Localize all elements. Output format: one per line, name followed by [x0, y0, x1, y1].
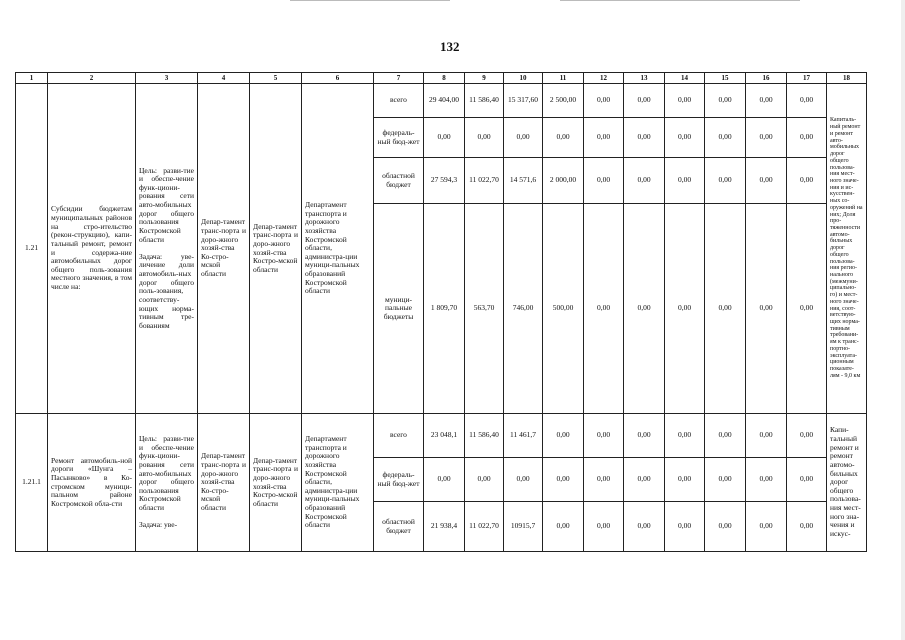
funding-value: 0,00	[705, 414, 746, 458]
funding-value: 0,00	[665, 502, 705, 552]
col-header: 1	[16, 73, 48, 84]
funding-value: 0,00	[624, 84, 665, 118]
funding-source: областной бюджет	[374, 502, 424, 552]
funding-value: 0,00	[624, 204, 665, 414]
funding-source: всего	[374, 414, 424, 458]
table-row	[16, 414, 867, 458]
funding-value: 29 404,00	[424, 84, 465, 118]
funding-value: 0,00	[584, 502, 624, 552]
funding-value: 0,00	[746, 158, 787, 204]
funding-value: 0,00	[665, 204, 705, 414]
funding-value: 0,00	[665, 158, 705, 204]
funding-value: 0,00	[787, 458, 827, 502]
col-header: 17	[787, 73, 827, 84]
funding-value: 0,00	[746, 458, 787, 502]
col-header: 12	[584, 73, 624, 84]
col-header: 15	[705, 73, 746, 84]
funding-value: 0,00	[624, 118, 665, 158]
funding-value: 0,00	[787, 414, 827, 458]
col-header: 14	[665, 73, 705, 84]
funding-value: 746,00	[504, 204, 543, 414]
funding-value: 0,00	[746, 84, 787, 118]
responsible-executor: Депар-тамент транс-порта и доро-жного хозяй-ства Ко-стро-мской области	[198, 84, 250, 414]
funding-value: 0,00	[746, 502, 787, 552]
funding-value: 0,00	[584, 158, 624, 204]
funding-value: 0,00	[504, 458, 543, 502]
col-header: 5	[250, 73, 302, 84]
funding-value: 11 461,7	[504, 414, 543, 458]
funding-value: 0,00	[584, 118, 624, 158]
participants: Департамент транспорта и дорожного хозяйства Костромской области, администра-ции муници-пальных образований Костромской области	[302, 414, 374, 552]
funding-value: 15 317,60	[504, 84, 543, 118]
funding-value: 0,00	[665, 458, 705, 502]
funding-value: 0,00	[746, 204, 787, 414]
page-number: 132	[440, 39, 460, 54]
col-header: 13	[624, 73, 665, 84]
funding-value: 0,00	[624, 458, 665, 502]
funding-value: 0,00	[787, 84, 827, 118]
funding-value: 0,00	[465, 458, 504, 502]
measure-name: Ремонт автомобиль-ной дороги «Шунга –Пасынково» в Ко-стромском муници-пальном районе Костромской обла-сти	[48, 414, 136, 552]
co-executor: Депар-тамент транс-порта и доро-жного хозяй-ства Костро-мской области	[250, 84, 302, 414]
funding-value: 0,00	[787, 502, 827, 552]
funding-value: 0,00	[543, 414, 584, 458]
funding-value: 0,00	[424, 458, 465, 502]
funding-value: 2 000,00	[543, 158, 584, 204]
col-header: 7	[374, 73, 424, 84]
funding-value: 0,00	[705, 158, 746, 204]
scan-right-edge	[901, 0, 905, 640]
funding-value: 0,00	[705, 458, 746, 502]
funding-value: 14 571,6	[504, 158, 543, 204]
funding-value: 0,00	[705, 118, 746, 158]
funding-value: 0,00	[624, 158, 665, 204]
funding-value: 0,00	[665, 118, 705, 158]
funding-source: всего	[374, 84, 424, 118]
col-header: 11	[543, 73, 584, 84]
funding-value: 0,00	[543, 458, 584, 502]
row-code: 1.21	[16, 84, 48, 414]
funding-value: 0,00	[787, 204, 827, 414]
participants: Департамент транспорта и дорожного хозяйства Костромской области, администра-ции муници-пальных образований Костромской области	[302, 84, 374, 414]
funding-value: 0,00	[584, 458, 624, 502]
expected-result: Капи-тальный ремонт и ремонт автомо-бильных дорог общего пользова-ния мест-ного зна-чения и искус-	[827, 414, 867, 552]
funding-value: 11 022,70	[465, 158, 504, 204]
funding-value: 0,00	[584, 414, 624, 458]
goal-text: Цель: разви-тие и обеспе-чение функ-циони-рования сети авто-мобильных дорог общего пользования Костромской области Задача: уве-личение доли автомобиль-ных дорог общего поль-зования, соответству-ющих норма-тивным тре-бованиям	[136, 84, 198, 414]
scan-top-edge	[290, 0, 450, 5]
scan-top-edge	[560, 0, 800, 5]
expected-result: Капиталь-ный ремонт и ремонт авто-мобильных дорог общего пользова-ния мест-ного значе-ния и ис-кусствен-ных со-оружений на них; Доля про-тяженности автомо-бильных дорог общего пользова-ния регио-нального (межмуни-ципально-го) и мест-ного значе-ния, соот-ветствую-щих норма-тивным требовани-ям к транс-портно-эксплуата-ционным показате-лям - 9,0 км	[827, 84, 867, 414]
col-header: 6	[302, 73, 374, 84]
funding-value: 0,00	[665, 84, 705, 118]
funding-value: 0,00	[584, 84, 624, 118]
col-header: 9	[465, 73, 504, 84]
funding-value: 0,00	[746, 414, 787, 458]
col-header: 4	[198, 73, 250, 84]
row-code: 1.21.1	[16, 414, 48, 552]
funding-value: 563,70	[465, 204, 504, 414]
funding-value: 11 586,40	[465, 84, 504, 118]
funding-source: муници-пальные бюджеты	[374, 204, 424, 414]
funding-value: 0,00	[424, 118, 465, 158]
col-header: 2	[48, 73, 136, 84]
funding-value: 0,00	[465, 118, 504, 158]
column-number-row	[16, 73, 867, 84]
funding-value: 0,00	[746, 118, 787, 158]
table-body	[16, 84, 867, 552]
funding-value: 0,00	[543, 118, 584, 158]
funding-value: 27 594,3	[424, 158, 465, 204]
funding-value: 500,00	[543, 204, 584, 414]
funding-value: 0,00	[624, 414, 665, 458]
col-header: 18	[827, 73, 867, 84]
table-row	[16, 84, 867, 118]
funding-value: 0,00	[787, 118, 827, 158]
funding-value: 0,00	[624, 502, 665, 552]
funding-value: 11 586,40	[465, 414, 504, 458]
funding-source: областной бюджет	[374, 158, 424, 204]
funding-value: 2 500,00	[543, 84, 584, 118]
funding-value: 0,00	[705, 502, 746, 552]
funding-value: 23 048,1	[424, 414, 465, 458]
col-header: 8	[424, 73, 465, 84]
col-header: 16	[746, 73, 787, 84]
funding-value: 0,00	[665, 414, 705, 458]
funding-value: 10915,7	[504, 502, 543, 552]
responsible-executor: Депар-тамент транс-порта и доро-жного хозяй-ства Ко-стро-мской области	[198, 414, 250, 552]
funding-value: 0,00	[787, 158, 827, 204]
funding-source: федераль-ный бюд-жет	[374, 118, 424, 158]
funding-value: 0,00	[543, 502, 584, 552]
measure-name: Субсидии бюджетам муниципальных районов на стро-ительство (рекон-струкцию), капи-тальный ремонт, ремонт и содержа-ние автомобильных дорог общего поль-зования местного значения, в том числе на:	[48, 84, 136, 414]
funding-value: 0,00	[705, 84, 746, 118]
funding-value: 0,00	[504, 118, 543, 158]
col-header: 3	[136, 73, 198, 84]
program-table	[15, 72, 867, 552]
funding-source: федераль-ный бюд-жет	[374, 458, 424, 502]
funding-value: 0,00	[584, 204, 624, 414]
col-header: 10	[504, 73, 543, 84]
funding-value: 11 022,70	[465, 502, 504, 552]
funding-value: 0,00	[705, 204, 746, 414]
funding-value: 1 809,70	[424, 204, 465, 414]
co-executor: Депар-тамент транс-порта и доро-жного хозяй-ства Костро-мской области	[250, 414, 302, 552]
funding-value: 21 938,4	[424, 502, 465, 552]
goal-text: Цель: разви-тие и обеспе-чение функ-циони-рования сети авто-мобильных дорог общего пользования Костромской области Задача: уве-	[136, 414, 198, 552]
